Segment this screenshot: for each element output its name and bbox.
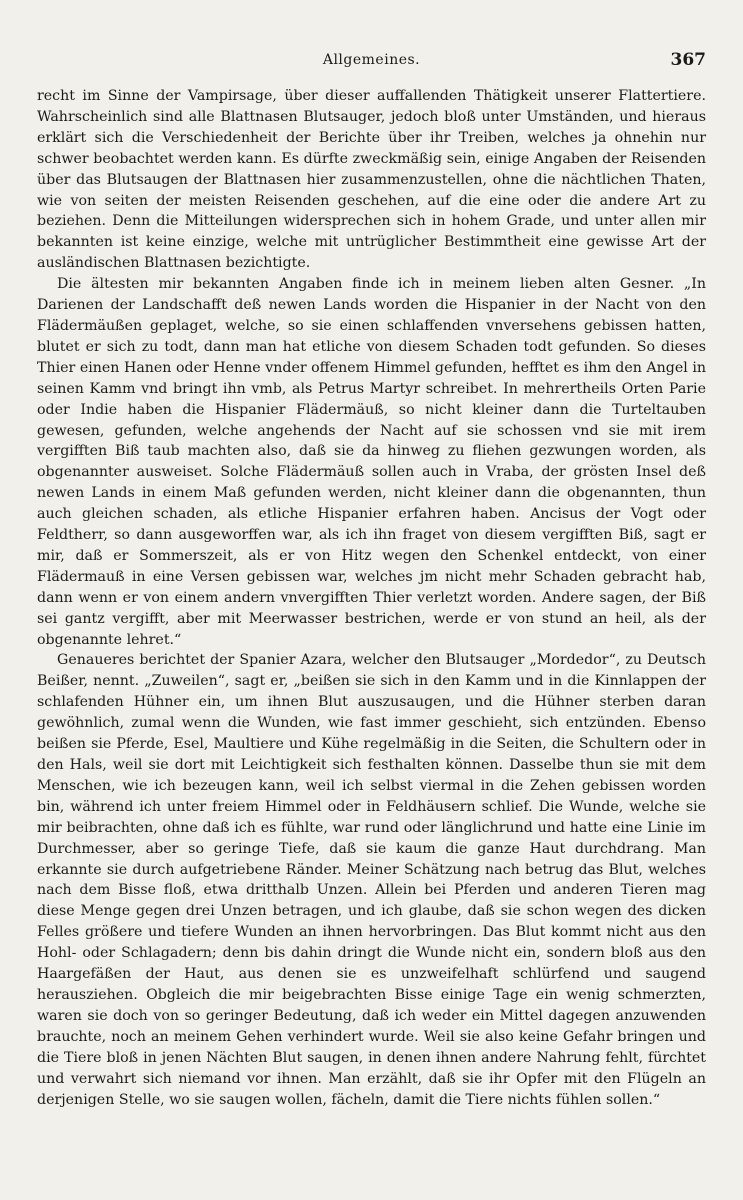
paragraph-3: Genaueres berichtet der Spanier Azara, welcher den Blutsauger „Mordedor“, zu Deutsch Beißer, nennt. „Zuweilen“, sagt er, „beißen sie sich in den Kamm und in die Kinnlappen der schlafenden Hühner ein, um ihnen Blut auszusaugen, und die Hühner sterben daran gewöhnlich, zumal wenn die Wunden, wie fast immer geschieht, sich entzünden. Ebenso beißen sie Pferde, Esel, Maultiere und Kühe regelmäßig in die Seiten, die Schultern oder in den Hals, weil sie dort mit Leichtigkeit sich festhalten können. Dasselbe thun sie mit dem Menschen, wie ich bezeugen kann, weil ich selbst viermal in die Zehen gebissen worden bin, während ich unter freiem Himmel oder in Feldhäusern schlief. Die Wunde, welche sie mir beibrachten, ohne daß ich es fühlte, war rund oder länglichrund und hatte eine Linie im Durchmesser, aber so geringe Tiefe, daß sie kaum die ganze Haut durchdrang. Man erkannte sie durch aufgetriebene Ränder. Meiner Schätzung nach betrug das Blut, welches nach dem Bisse floß, etwa dritthalb Unzen. Allein bei Pferden und anderen Tieren mag diese Menge gegen drei Unzen betragen, und ich glaube, daß sie schon wegen des dicken Felles größere und tiefere Wunden an ihnen hervorbringen. Das Blut kommt nicht aus den Hohl- oder Schlagadern; denn bis dahin dringt die Wunde nicht ein, sondern bloß aus den Haargefäßen der Haut, aus denen sie es unzweifelhaft schlürfend und saugend herausziehen. Obgleich die mir beigebrachten Bisse einige Tage ein wenig schmerzten, waren sie doch von so geringer Bedeutung, daß ich weder ein Mittel dagegen anzuwenden brauchte, noch an meinem Gehen verhindert wurde. Weil sie also keine Gefahr bringen und die Tiere bloß in jenen Nächten Blut saugen, in denen ihnen andere Nahrung fehlt, fürchtet und verwahrt sich niemand vor ihnen. Man erzählt, daß sie ihr Opfer mit den Flügeln an derjenigen Stelle, wo sie saugen wollen, fächeln, damit die Tiere nichts fühlen sollen.“ <box>37 652 706 1108</box>
body-text <box>37 86 706 1110</box>
paragraph-2: Die ältesten mir bekannten Angaben finde ich in meinem lieben alten Gesner. „In Darienen der Landschafft deß newen Lands worden die Hispanier in der Nacht von den Flädermäußen geplaget, welche, so sie einen schlaffenden vnversehens gebissen hatten, blutet er sich zu todt, dann man hat etliche von diesem Schaden todt gefunden. So dieses Thier einen Hanen oder Henne vnder offenem Himmel gefunden, hefftet es ihm den Angel in seinen Kamm vnd bringt ihn vmb, als Petrus Martyr schreibet. In mehrertheils Orten Parie oder Indie haben die Hispanier Flädermäuß, so nicht kleiner dann die Turteltauben gewesen, gefunden, welche angehends der Nacht auf sie schossen vnd sie mit irem vergifften Biß taub machten also, daß sie da hinweg zu fliehen gezwungen worden, als obgenannter ausweiset. Solche Flädermäuß sollen auch in Vraba, der grösten Insel deß newen Lands in einem Maß gefunden werden, nicht kleiner dann die obgenannten, thun auch gleichen schaden, als etliche Hispanier erfahren haben. Ancisus der Vogt oder Feldtherr, so dann ausgeworffen war, als ich ihn fraget von diesem vergifften Biß, sagt er mir, daß er Sommerszeit, als er von Hitz wegen den Schenkel entdeckt, von einer Flädermauß in eine Versen gebissen war, welches jm nicht mehr Schaden gebracht hab, dann wenn er von einem andern vnvergifften Thier verletzt worden. Andere sagen, der Biß sei gantz vergifft, aber mit Meerwasser bestrichen, werde er von stund an heil, als der obgenannte lehret.“ <box>37 276 707 648</box>
page-header <box>37 52 706 76</box>
page-number: 367 <box>670 50 706 70</box>
paragraph-1: recht im Sinne der Vampirsage, über dieser auffallenden Thätigkeit unserer Flattertiere. Wahrscheinlich sind alle Blattnasen Blutsauger, jedoch bloß unter Umständen, und hieraus erklärt sich die Verschiedenheit der Berichte über ihr Treiben, welches ja ohnehin nur schwer beobachtet werden kann. Es dürfte zweckmäßig sein, einige Angaben der Reisenden über das Blutsaugen der Blattnasen hier zusammenzustellen, ohne die nächtlichen Thaten, wie von seiten der meisten Reisenden geschehen, auf die eine oder die andere Art zu beziehen. Denn die Mitteilungen widersprechen sich in hohem Grade, und unter allen mir bekannten ist keine einzige, welche mit untrüglicher Bestimmtheit eine gewisse Art der ausländischen Blattnasen bezichtigte. <box>37 88 706 272</box>
running-head: Allgemeines. <box>322 52 421 68</box>
